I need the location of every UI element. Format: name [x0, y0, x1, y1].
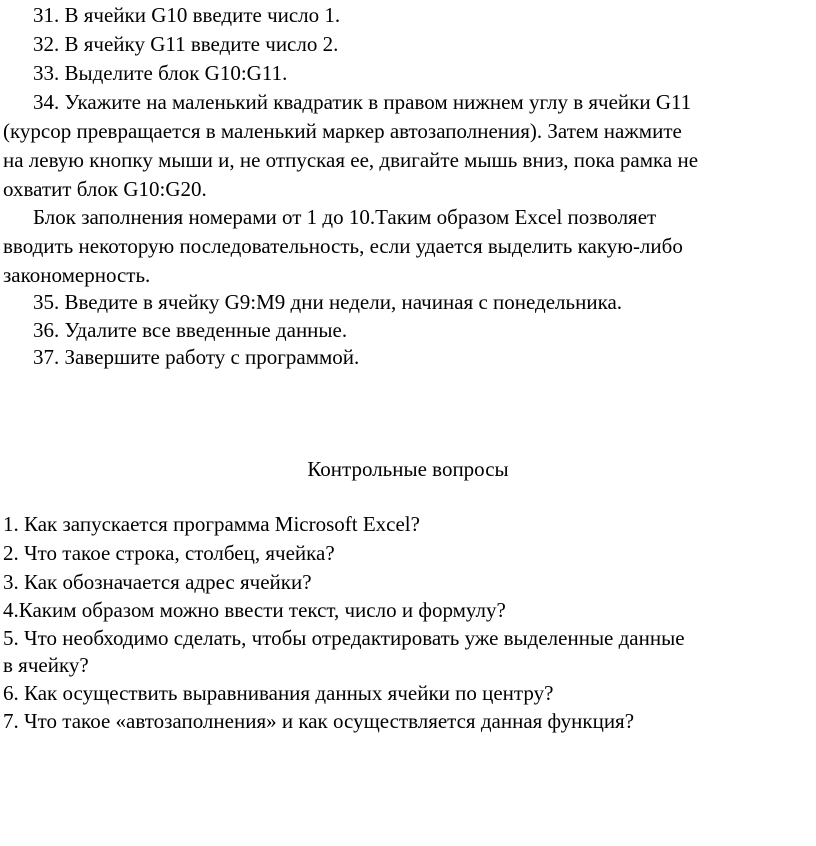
instruction-35: 35. Введите в ячейку G9:M9 дни недели, начиная с понедельника.: [33, 290, 623, 314]
question-7: 7. Что такое «автозаполнения» и как осуществляется данная функция?: [3, 709, 635, 733]
note-line-1: Блок заполнения номерами от 1 до 10.Таким образом Excel позволяет: [33, 205, 657, 229]
question-3: 3. Как обозначается адрес ячейки?: [3, 570, 312, 594]
question-6: 6. Как осуществить выравнивания данных ячейки по центру?: [3, 681, 554, 705]
instruction-33: 33. Выделите блок G10:G11.: [33, 61, 288, 85]
instruction-34-line-1: 34. Укажите на маленький квадратик в правом нижнем углу в ячейки G11: [33, 90, 692, 114]
instruction-31: 31. В ячейки G10 введите число 1.: [33, 3, 341, 27]
instruction-34-line-4: охватит блок G10:G20.: [3, 177, 207, 201]
instruction-34-line-2: (курсор превращается в маленький маркер автозаполнения). Затем нажмите: [3, 119, 682, 143]
question-2: 2. Что такое строка, столбец, ячейка?: [3, 541, 335, 565]
instruction-34-line-3: на левую кнопку мыши и, не отпуская ее, двигайте мышь вниз, пока рамка не: [3, 148, 699, 172]
instruction-36: 36. Удалите все введенные данные.: [33, 318, 348, 342]
instruction-37: 37. Завершите работу с программой.: [33, 345, 360, 369]
instruction-32: 32. В ячейку G11 введите число 2.: [33, 32, 339, 56]
question-1: 1. Как запускается программа Microsoft Excel?: [3, 512, 420, 536]
question-5-line-2: в ячейку?: [3, 653, 89, 677]
questions-heading: Контрольные вопросы: [307, 457, 509, 481]
question-4: 4.Каким образом можно ввести текст, число и формулу?: [3, 598, 506, 622]
note-line-3: закономерность.: [3, 263, 151, 287]
note-line-2: вводить некоторую последовательность, если удается выделить какую-либо: [3, 234, 683, 258]
question-5-line-1: 5. Что необходимо сделать, чтобы отредактировать уже выделенные данные: [3, 626, 685, 650]
